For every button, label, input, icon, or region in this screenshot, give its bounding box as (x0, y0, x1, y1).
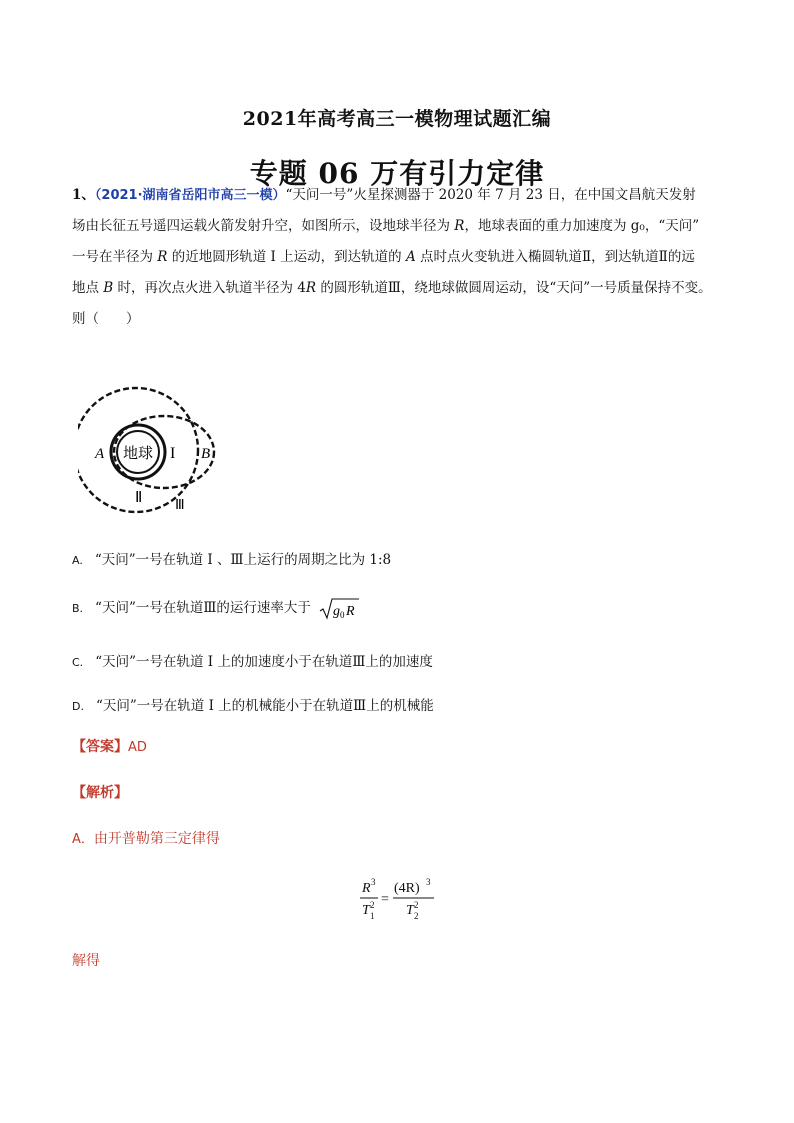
question-text-5: 则（ ） (72, 311, 140, 327)
question-line-3 (72, 242, 728, 273)
analysis-label: 【解析】 (72, 785, 128, 801)
lhs-num: R (362, 881, 371, 896)
option-D-text: “天问”一号在轨道 I 上的机械能小于在轨道Ⅲ上的机械能 (95, 698, 434, 714)
sqrt-sub0: 0 (340, 609, 345, 620)
sqrt-R: R (346, 603, 355, 619)
document-title: 2021年高考高三一模物理试题汇编 (242, 108, 552, 130)
option-B[interactable] (72, 596, 359, 621)
question-text-3a: 一号在半径为 (72, 249, 158, 265)
var-B: B (103, 280, 114, 296)
equals-sign: = (381, 892, 389, 907)
question-line-4 (72, 273, 728, 304)
question-number: 1、 (72, 187, 95, 203)
analysis-step-A (72, 828, 220, 848)
sqrt-g0R-formula (319, 597, 359, 621)
question-source: （2021·湖南省岳阳市高三一模） (94, 188, 286, 203)
lhs-num-exp: 3 (371, 877, 376, 887)
sqrt-g: g (333, 603, 341, 619)
option-A-text: “天问”一号在轨道 I 、Ⅲ上运行的周期之比为 1:8 (94, 552, 392, 568)
document-subtitle: 专题 06 万有引力定律 (249, 157, 545, 190)
kepler-formula (356, 874, 446, 926)
option-A[interactable] (72, 548, 391, 568)
lhs-den: T (362, 903, 370, 918)
earth-label: 地球 (122, 444, 154, 462)
var-R: R (454, 218, 465, 234)
var-A: A (405, 249, 416, 265)
question-line-5 (72, 304, 728, 335)
label-III: Ⅲ (175, 498, 185, 513)
question-text-4c: 的圆形轨道Ⅲ，绕地球做圆周运动，设“天问”一号质量保持不变。 (316, 280, 712, 296)
orbit-diagram (78, 378, 218, 514)
question-text-4b: 时，再次点火进入轨道半径为 4 (113, 280, 306, 296)
solve-text: 解得 (72, 953, 100, 969)
answer-label: 【答案】 (72, 739, 128, 755)
label-B: B (201, 446, 211, 462)
option-A-letter: A. (72, 554, 83, 567)
var-R: R (305, 280, 317, 296)
step-A-text: 由开普勒第三定律得 (93, 831, 220, 847)
rhs-den-sub: 2 (414, 911, 419, 921)
option-B-text: “天问”一号在轨道Ⅲ的运行速率大于 (95, 600, 311, 616)
question-body (72, 180, 728, 335)
question-text-2a: 场由长征五号遥四运载火箭发射升空，如图所示，设地球半径为 (72, 218, 455, 234)
lhs-den-exp: 2 (370, 900, 375, 910)
option-B-letter: B. (72, 602, 84, 615)
label-A: A (95, 446, 105, 462)
option-D-letter: D. (72, 700, 84, 713)
question-text-2b: ，地球表面的重力加速度为 g₀，“天问” (464, 218, 700, 234)
question-text-3b: 的近地圆形轨道 I 上运动，到达轨道的 (167, 249, 406, 265)
option-C[interactable] (72, 650, 433, 670)
answer-line (72, 736, 147, 756)
question-line-2 (72, 211, 728, 242)
rhs-num-exp: 3 (426, 877, 431, 887)
option-C-text: “天问”一号在轨道 I 上的加速度小于在轨道Ⅲ上的加速度 (95, 654, 433, 670)
step-A-prefix: A． (72, 832, 94, 847)
var-R: R (157, 249, 168, 265)
question-text-3c: 点时点火变轨进入椭圆轨道Ⅱ，到达轨道Ⅱ的远 (415, 249, 695, 265)
option-D[interactable] (72, 694, 434, 714)
question-text-4a: 地点 (72, 280, 104, 296)
question-text-1: “天问一号”火星探测器于 2020 年 7 月 23 日，在中国文昌航天发射 (285, 187, 696, 203)
label-II: Ⅱ (135, 490, 143, 506)
lhs-den-sub: 1 (370, 911, 375, 921)
rhs-num: (4R) (394, 881, 420, 896)
rhs-den-exp: 2 (414, 900, 419, 910)
option-C-letter: C. (72, 656, 84, 669)
question-line-1 (72, 180, 728, 211)
rhs-den: T (406, 903, 414, 918)
label-I: I (170, 445, 176, 462)
answer-value: AD (128, 740, 147, 755)
